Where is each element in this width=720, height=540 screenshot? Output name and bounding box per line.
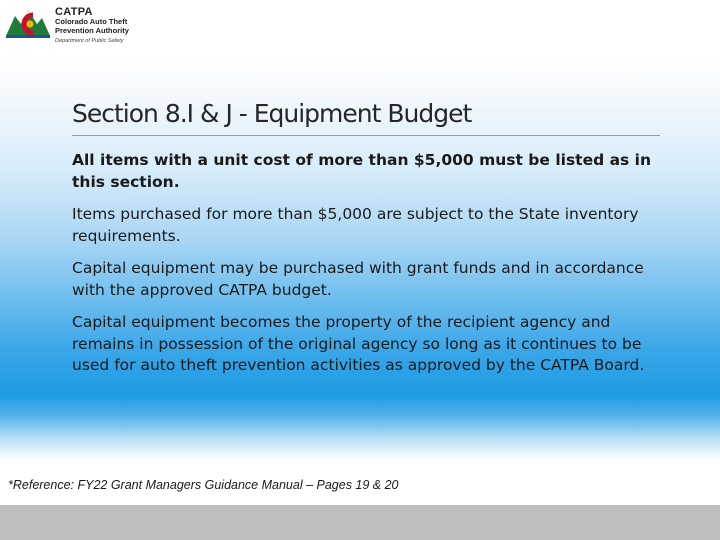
body-paragraph-inventory: Items purchased for more than $5,000 are subject to the State inventory requirements.: [72, 205, 639, 245]
body-paragraph-grant-funds: Capital equipment may be purchased with grant funds and in accordance with the approved CATPA budget.: [72, 259, 644, 299]
footer-band: [0, 505, 720, 540]
reference-note: *Reference: FY22 Grant Managers Guidance Manual – Pages 19 & 20: [8, 478, 399, 492]
colorado-c-logo-icon: [6, 6, 50, 38]
body-paragraph-unit-cost: All items with a unit cost of more than $5,000 must be listed as in this section.: [72, 151, 652, 191]
catpa-logo: [6, 4, 136, 46]
title-divider: [72, 135, 660, 136]
body-paragraph-property: Capital equipment becomes the property of the recipient agency and remains in possession of the original agency so long as it continues to be used for auto theft prevention activities as approved by the CATPA Board.: [72, 313, 645, 374]
logo-department: Department of Public Safety: [55, 38, 124, 44]
logo-abbreviation: CATPA: [55, 6, 93, 18]
slide-body: [72, 150, 662, 388]
slide-title: Section 8.I & J - Equipment Budget: [72, 99, 472, 128]
logo-organization-name: Colorado Auto Theft Prevention Authority: [55, 17, 129, 35]
